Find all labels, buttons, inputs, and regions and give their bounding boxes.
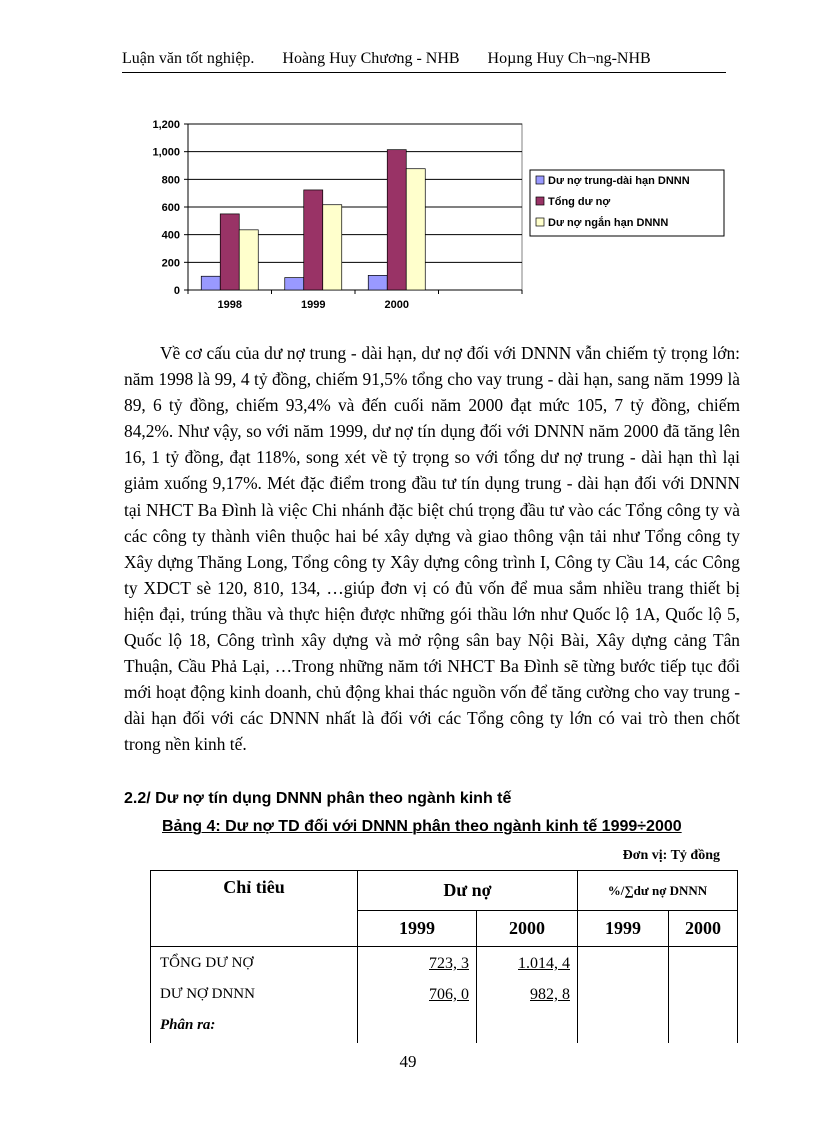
cell-total-2000: 1.014, 4 (518, 955, 570, 972)
row-label-dnnn: DƯ NỢ DNNN (160, 986, 255, 1002)
page-number: 49 (399, 1052, 417, 1071)
legend-label: Tổng dư nợ (548, 196, 611, 208)
header-indicator: Chỉ tiêu (151, 871, 358, 947)
chart-svg (126, 112, 726, 322)
row-label-breakdown: Phân ra: (160, 1017, 216, 1033)
bar-1999-series-2 (323, 205, 342, 290)
header-debt: Dư nợ (358, 871, 578, 911)
label-column (151, 947, 358, 1043)
bar-1999-series-1 (304, 190, 323, 290)
y-tick-label: 200 (161, 257, 180, 270)
column-pct-2000 (669, 947, 738, 1043)
column-1999 (358, 947, 477, 1043)
debt-bar-chart (126, 112, 726, 322)
bar-1998-series-2 (239, 230, 258, 290)
year-1999-debt: 1999 (358, 911, 477, 947)
legend-label: Dư nợ ngắn hạn DNNN (548, 217, 669, 229)
y-tick-label: 600 (161, 202, 180, 214)
header-author-garbled: Hoµng Huy Ch¬ng-NHB (487, 50, 651, 67)
bar-2000-series-1 (387, 150, 406, 290)
cell-dnnn-2000: 982, 8 (530, 986, 570, 1003)
legend-label: Dư nợ trung-dài hạn DNNN (548, 175, 690, 187)
column-pct-1999 (578, 947, 669, 1043)
body-paragraph: Về cơ cấu của dư nợ trung - dài hạn, dư nợ đối với DNNN vẫn chiếm tỷ trọng lớn: năm 1998 là 99, 4 tỷ đồng, chiếm 91,5% tổng cho vay trung - dài hạn, sang năm 1999 là 89, 6 tỷ đồng, chiếm 93,4% và đến cuối năm 2000 đạt mức 105, 7 tỷ đồng, chiếm 84,2%. Như vậy, so với năm 1999, dư nợ tín dụng đối với DNNN năm 2000 đã tăng lên 16, 1 tỷ đồng, đạt 118%, song xét về tỷ trọng so với tổng dư nợ trung - dài hạn thì lại giảm xuống 9,17%. Mét đặc điểm trong đầu tư tín dụng trung - dài hạn đối với DNNN tại NHCT Ba Đình là việc Chi nhánh đặc biệt chú trọng đầu tư vào các Tổng công ty và các công ty thành viên thuộc hai bé xây dựng và giao thông vận tải như Tổng công ty Xây dựng Thăng Long, Tổng công ty Xây dựng công trình I, Công ty Cầu 14, các Công ty XDCT sè 120, 810, 134, …giúp đơn vị có đủ vốn để mua sắm nhiều trang thiết bị hiện đại, trúng thầu và thực hiện được những gói thầu lớn như Quốc lộ 1A, Quốc lộ 5, Quốc lộ 18, Công trình xây dựng và mở rộng sân bay Nội Bài, Xây dựng cảng Tân Thuận, Cầu Phả Lại, …Trong những năm tới NHCT Ba Đình sẽ từng bước tiếp tục đổi mới hoạt động kinh doanh, chủ động khai thác nguồn vốn để tăng cường cho vay trung - dài hạn đối với các DNNN nhất là đối với các Tổng công ty lớn có vai trò then chốt trong nền kinh tế. (124, 343, 740, 755)
header-thesis-label: Luận văn tốt nghiệp. (122, 50, 255, 67)
y-tick-label: 1,200 (152, 119, 180, 131)
header-pct: %/∑dư nợ DNNN (578, 871, 738, 911)
section-heading: 2.2/ Dư nợ tín dụng DNNN phân theo ngành kinh tế (124, 790, 512, 807)
header-author: Hoàng Huy Chương - NHB (282, 50, 460, 67)
bar-1999-series-0 (285, 278, 304, 290)
legend-swatch (536, 176, 544, 184)
bar-1998-series-1 (220, 214, 239, 290)
x-tick-label: 1998 (217, 299, 242, 311)
y-tick-label: 800 (161, 174, 180, 187)
row-label-total: TỔNG DƯ NỢ (160, 955, 254, 971)
legend-swatch (536, 218, 544, 226)
cell-total-1999: 723, 3 (429, 955, 469, 972)
y-tick-label: 400 (161, 229, 180, 242)
column-2000 (477, 947, 578, 1043)
debt-table (150, 870, 738, 1043)
x-tick-label: 2000 (384, 299, 409, 311)
legend-swatch (536, 197, 544, 205)
year-2000-pct: 2000 (669, 911, 738, 947)
y-tick-label: 1,000 (152, 146, 180, 159)
bar-2000-series-0 (368, 275, 387, 290)
table-title: Bảng 4: Dư nợ TD đối với DNNN phân theo ngành kinh tế 1999÷2000 (162, 818, 682, 835)
bar-2000-series-2 (406, 169, 425, 290)
year-1999-pct: 1999 (578, 911, 669, 947)
cell-dnnn-1999: 706, 0 (429, 986, 469, 1003)
x-tick-label: 1999 (301, 299, 326, 311)
year-2000-debt: 2000 (477, 911, 578, 947)
bar-1998-series-0 (201, 276, 220, 290)
y-tick-label: 0 (173, 285, 180, 297)
page-header (122, 50, 726, 73)
table-unit: Đơn vị: Tỷ đồng (622, 848, 720, 863)
